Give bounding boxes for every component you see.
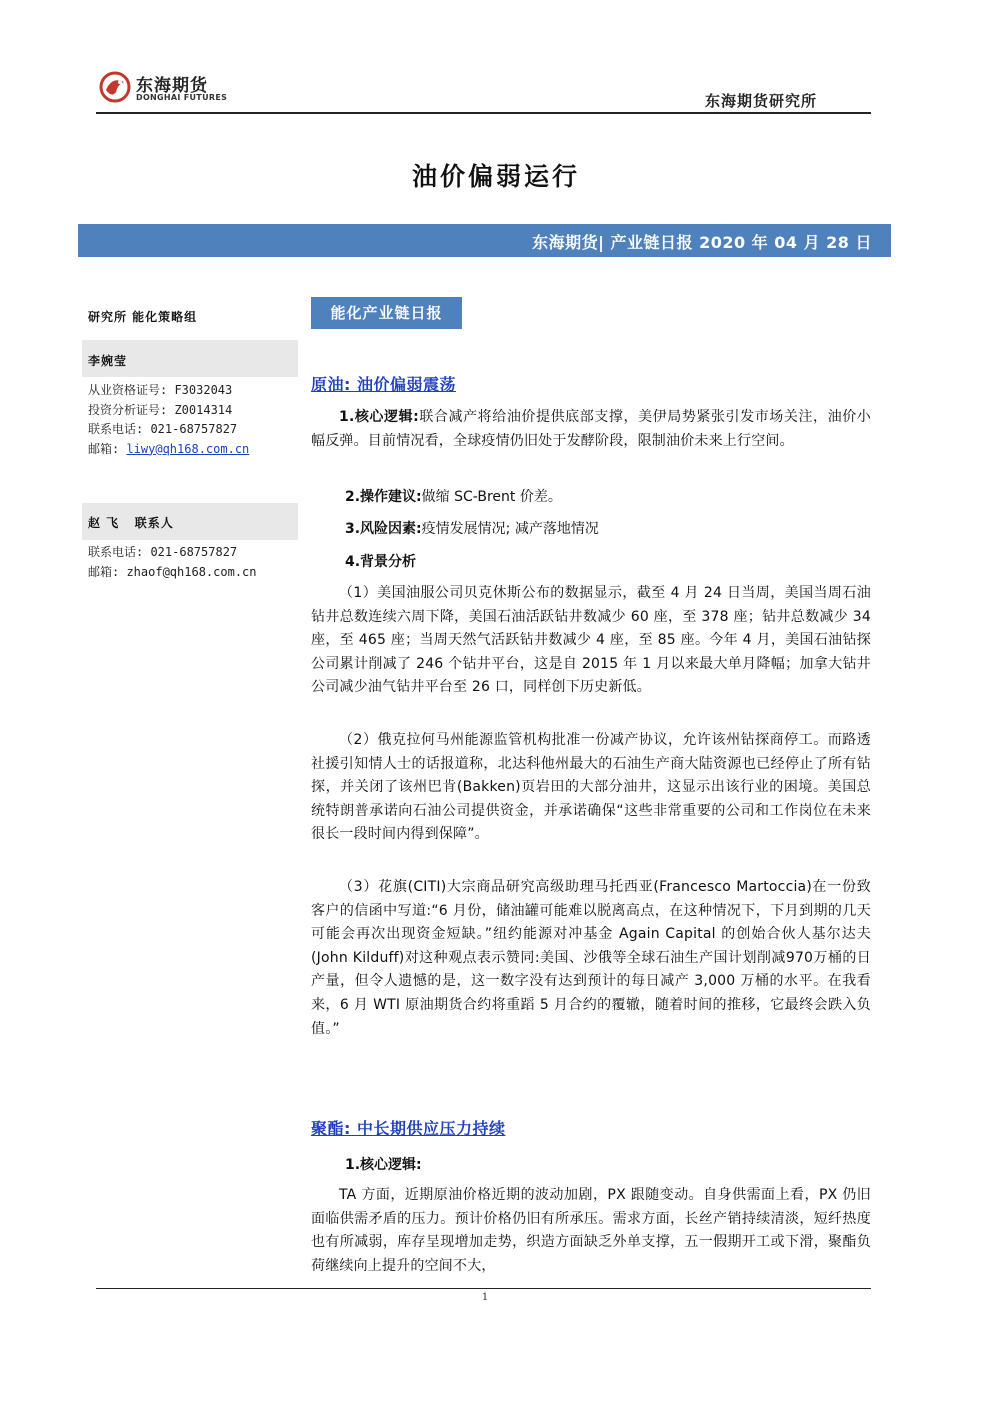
header-divider bbox=[96, 112, 871, 114]
paragraph-text: TA 方面，近期原油价格近期的波动加剧，PX 跟随变动。自身供需面上看，PX 仍旧面临供需矛盾的压力。预计价格仍旧有所承压。需求方面，长丝产销持续清淡，短纤热度也有所减弱，库存呈现增加走势，织造方面缺乏外单支撑，五一假期开工或下滑，聚酯负荷继续向上提升的空间不大， bbox=[311, 1187, 871, 1274]
paragraph-text: （3）花旗(CITI)大宗商品研究高级助理马托西亚(Francesco Martoccia)在一份致客户的信函中写道:“6 月份，储油罐可能难以脱离高点，在这种情况下，下月到期的几天可能会再次出现资金短缺。”纽约能源对冲基金 Again Capital 的创始合伙人基尔达夫(John Kilduff)对这种观点表示赞同:美国、沙俄等全球石油生产国计划削减970万桶的日产量，但令人遗憾的是，这一数字没有达到预计的每日减产 3,000 万桶的水平。在我看来，6 月 WTI 原油期货合约将重蹈 5 月合约的覆辙，随着时间的推移，它最终会跌入负值。” bbox=[311, 879, 871, 1037]
page-title: 油价偏弱运行 bbox=[411, 162, 580, 191]
analyst1-invest-cert: 投资分析证号: Z0014314 bbox=[88, 402, 233, 417]
analyst1-qualification: 从业资格证号: F3032043 bbox=[88, 383, 233, 397]
analyst2-info bbox=[88, 543, 257, 582]
logo-cn-text: 东海期货 bbox=[136, 76, 208, 96]
company-logo bbox=[98, 70, 228, 106]
crude-logic-text: 联合减产将给油价提供底部支撑，美伊局势紧张引发市场关注，油价小幅反弹。目前情况看，全球疫情仍旧处于发酵阶段，限制油价未来上行空间。 bbox=[311, 409, 871, 449]
analyst1-name: 李婉莹 bbox=[88, 354, 128, 368]
analyst1-info bbox=[88, 381, 249, 459]
analyst2-email: 邮箱: zhaof@qh168.com.cn bbox=[88, 564, 257, 579]
analyst1-phone: 联系电话: 021-68757827 bbox=[88, 422, 238, 436]
institute-name: 东海期货研究所 bbox=[704, 92, 817, 110]
analyst1-email-link[interactable]: liwy@qh168.com.cn bbox=[126, 441, 250, 456]
paragraph-text: （1）美国油服公司贝克休斯公布的数据显示，截至 4 月 24 日当周，美国当周石油钻井总数连续六周下降，美国石油活跃钻井数减少 60 座，至 378 座；钻井总数减少 34 座，至 465 座；当周天然气活跃钻井数减少 4 座，至 85 座。今年 4 月，美国石油钻探公司累计削减了 246 个钻井平台，这是自 2015 年 1 月以来最大单月降幅；加拿大钻井公司减少油气钻井平台至 26 口，同样创下历史新低。 bbox=[311, 585, 871, 696]
logo-en-text: DONGHAI FUTURES bbox=[136, 93, 228, 102]
crude-logic bbox=[311, 406, 871, 453]
email-label: 邮箱: bbox=[88, 441, 127, 456]
analyst1-email-row bbox=[88, 440, 249, 460]
crude-background-label: 4.背景分析 bbox=[345, 554, 417, 570]
paragraph-text: （2）俄克拉何马州能源监管机构批准一份减产协议，允许该州钻探商停工。而路透社援引知情人士的话报道称，北达科他州最大的石油生产商大陆资源也已经停止了所有钻探，并关闭了该州巴肯(Bakken)页岩田的大部分油井，这显示出该行业的困境。美国总统特朗普承诺向石油公司提供资金，并承诺确保“这些非常重要的公司和工作岗位在未来很长一段时间内得到保障”。 bbox=[311, 732, 871, 843]
footer-divider bbox=[96, 1288, 871, 1289]
section-tag: 能化产业链日报 bbox=[311, 297, 462, 329]
crude-risk-label: 3.风险因素: bbox=[345, 521, 422, 537]
crude-heading[interactable]: 原油: 油价偏弱震荡 bbox=[311, 375, 456, 394]
research-group: 研究所 能化策略组 bbox=[88, 310, 198, 324]
crude-advice-text: 做缩 SC-Brent 价差。 bbox=[421, 489, 562, 505]
crude-advice bbox=[345, 487, 562, 507]
polyester-logic-label: 1.核心逻辑: bbox=[345, 1157, 422, 1173]
crude-para-3 bbox=[311, 876, 871, 1041]
crude-risk bbox=[345, 519, 599, 539]
polyester-para bbox=[311, 1184, 871, 1278]
crude-logic-label: 1.核心逻辑: bbox=[339, 409, 419, 425]
crude-advice-label: 2.操作建议: bbox=[345, 489, 422, 505]
analyst2-name: 赵 飞 联系人 bbox=[88, 516, 174, 530]
crude-para-2 bbox=[311, 729, 871, 847]
crude-para-1 bbox=[311, 582, 871, 700]
polyester-heading[interactable]: 聚酯: 中长期供应压力持续 bbox=[311, 1119, 506, 1138]
analyst2-phone: 联系电话: 021-68757827 bbox=[88, 545, 238, 559]
dragon-logo-icon bbox=[98, 70, 132, 104]
banner-text: 东海期货| 产业链日报 2020 年 04 月 28 日 bbox=[532, 233, 872, 252]
page-number: 1 bbox=[481, 1292, 489, 1303]
crude-risk-text: 疫情发展情况; 减产落地情况 bbox=[421, 521, 599, 537]
